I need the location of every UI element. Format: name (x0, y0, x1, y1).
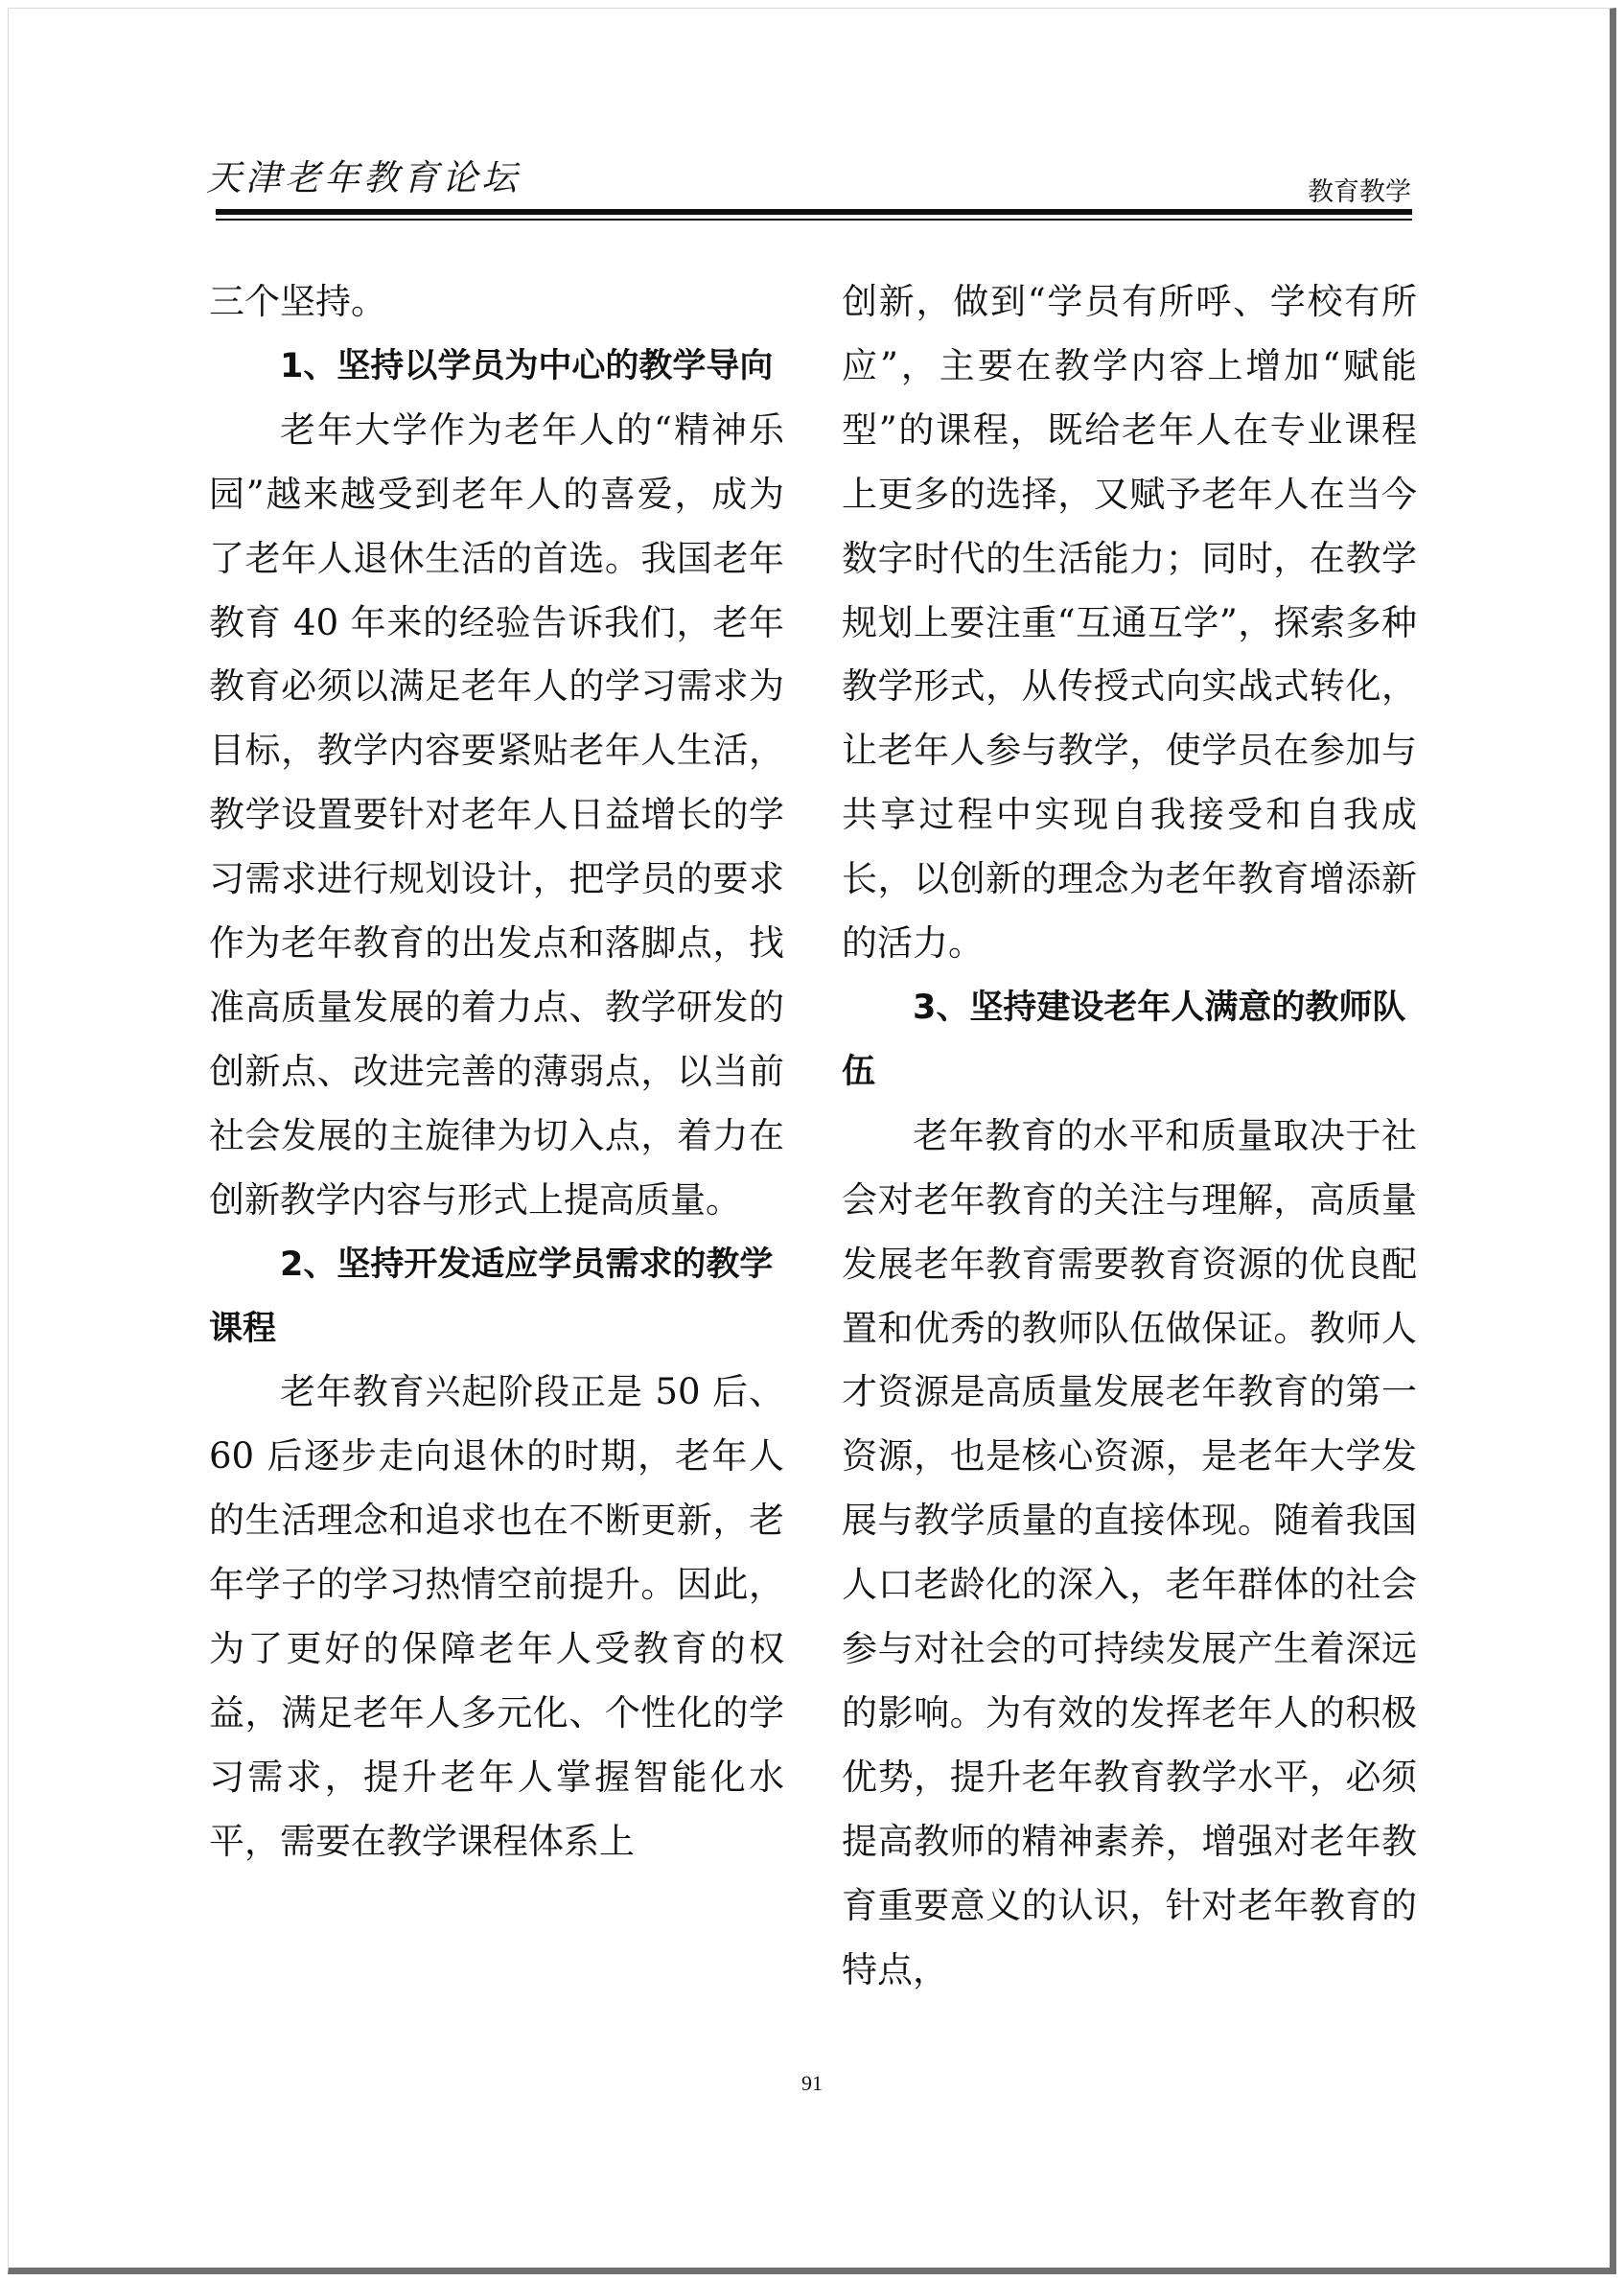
paragraph: 三个坚持。 (209, 281, 386, 322)
paragraph: 创新，做到“学员有所呼、学校有所应”，主要在教学内容上增加“赋能型”的课程，既给老年人在专业课程上更多的选择，又赋予老年人在当今数字时代的生活能力；同时，在教学规划上要注重“互通互学”，探索多种教学形式，从传授式向实战式转化，让老年人参与教学，使学员在参加与共享过程中实现自我接受和自我成长，以创新的理念为老年教育增添新的活力。 (842, 281, 1417, 965)
journal-logo: 天津老年教育论坛 (206, 157, 521, 198)
section-heading: 2、坚持开发适应学员需求的教学课程 (209, 1245, 774, 1348)
paragraph: 老年教育的水平和质量取决于社会对老年教育的关注与理解，高质量发展老年教育需要教育资源的优良配置和优秀的教师队伍做保证。教师人才资源是高质量发展老年教育的第一资源，也是核心资源，是老年大学发展与教学质量的直接体现。随着我国人口老龄化的深入，老年群体的社会参与对社会的可持续发展产生着深远的影响。为有效的发挥老年人的积极优势，提升老年教育教学水平，必须提高教师的精神素养，增强对老年教育重要意义的认识，针对老年教育的特点， (842, 1114, 1417, 1990)
left-column (209, 270, 784, 1874)
section-label: 教育教学 (1308, 177, 1411, 206)
right-column (842, 270, 1417, 2002)
page-number: 91 (801, 2071, 823, 2095)
paragraph: 老年大学作为老年人的“精神乐园”越来越受到老年人的喜爱，成为了老年人退休生活的首选。我国老年教育 40 年来的经验告诉我们，老年教育必须以满足老年人的学习需求为目标，教学内容要紧贴老年人生活，教学设置要针对老年人日益增长的学习需求进行规划设计，把学员的要求作为老年教育的出发点和落脚点，找准高质量发展的着力点、教学研发的创新点、改进完善的薄弱点，以当前社会发展的主旋律为切入点，着力在创新教学内容与形式上提高质量。 (209, 408, 784, 1221)
section-heading: 3、坚持建设老年人满意的教师队伍 (842, 988, 1406, 1091)
section-heading: 1、坚持以学员为中心的教学导向 (280, 346, 774, 385)
paragraph: 老年教育兴起阶段正是 50 后、60 后逐步走向退休的时期，老年人的生活理念和追求也在不断更新，老年学子的学习热情空前提升。因此，为了更好的保障老年人受教育的权益，满足老年人多元化、个性化的学习需求，提升老年人掌握智能化水平，需要在教学课程体系上 (209, 1371, 784, 1862)
header-rule-thin (216, 219, 1412, 221)
header-rule-thick (216, 209, 1412, 215)
